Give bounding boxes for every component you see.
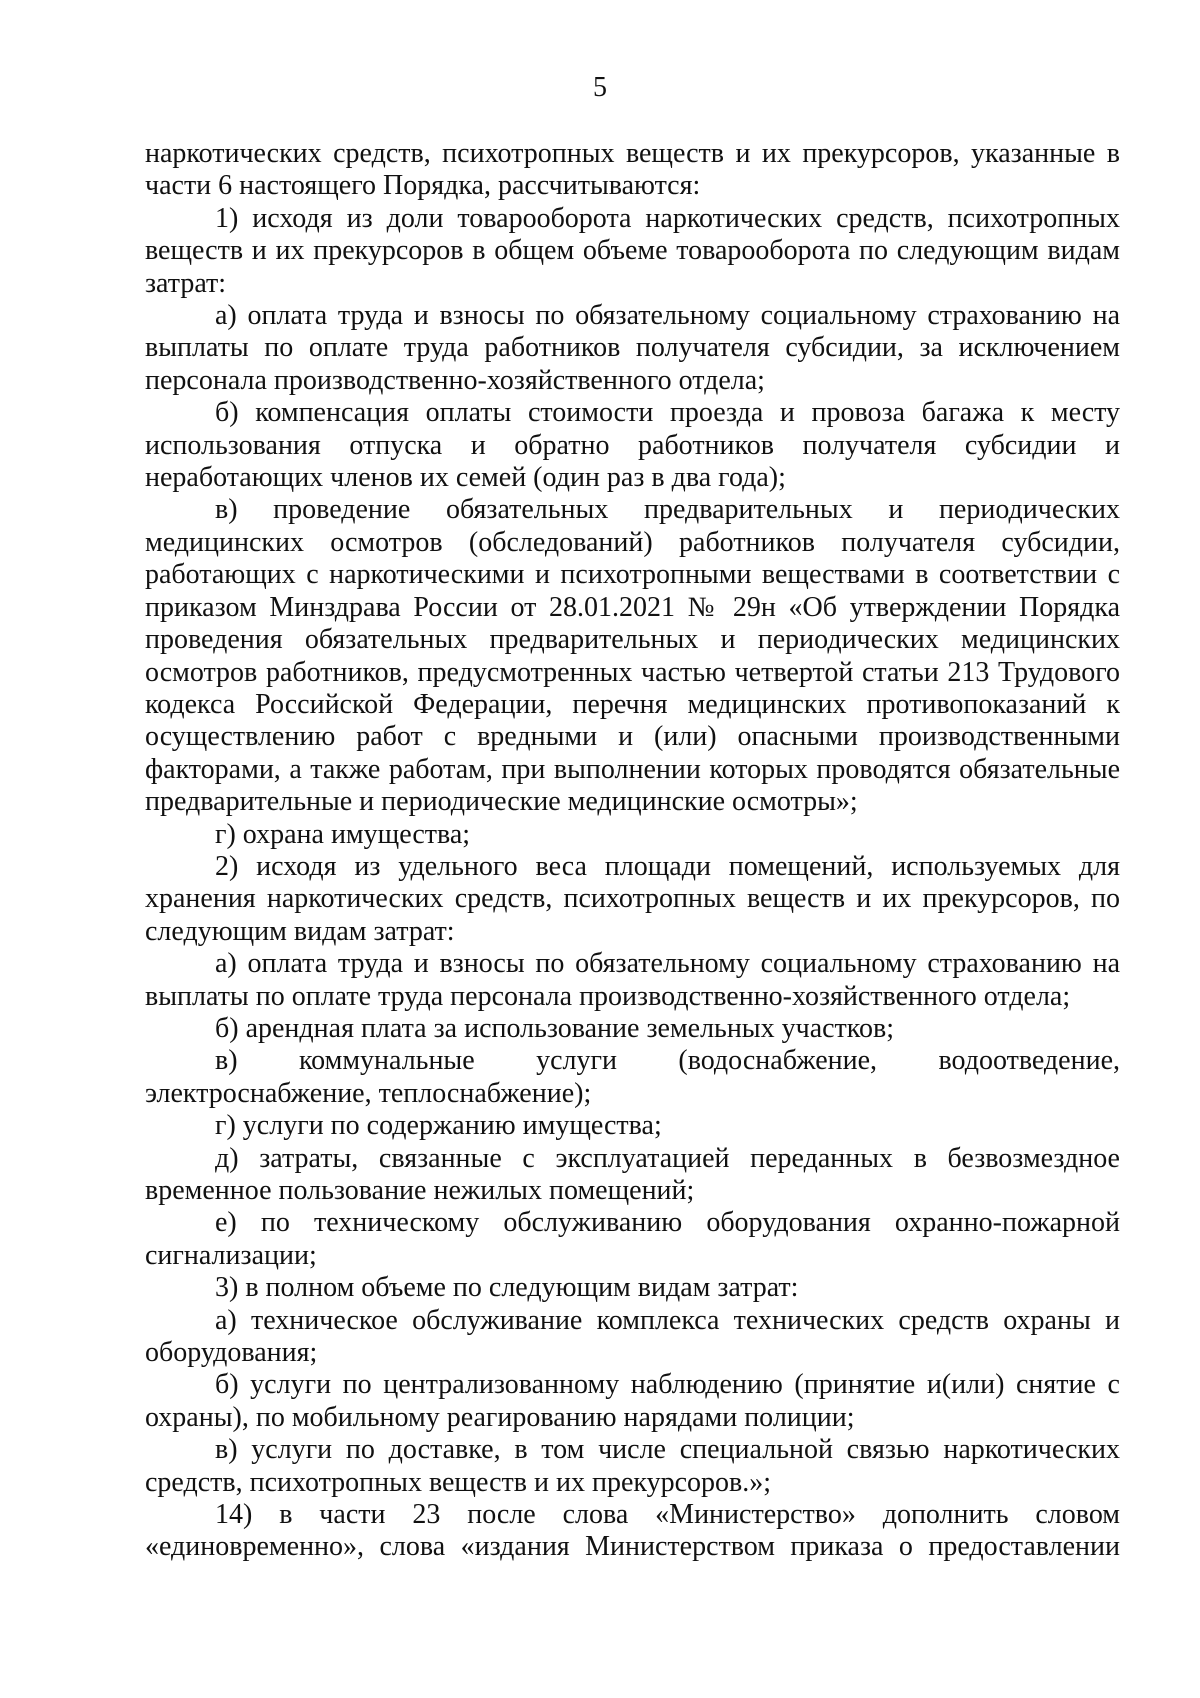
paragraph: в) коммунальные услуги (водоснабжение, водоотведение, электроснабжение, теплоснабжение); <box>145 1045 1120 1109</box>
paragraph: е) по техническому обслуживанию оборудования охранно-пожарной сигнализации; <box>145 1207 1120 1271</box>
paragraph: наркотических средств, психотропных веществ и их прекурсоров, указанные в части 6 настоящего Порядка, рассчитываются: <box>145 138 1120 202</box>
paragraph: б) услуги по централизованному наблюдению (принятие и(или) снятие с охраны), по мобильному реагированию нарядами полиции; <box>145 1369 1120 1433</box>
paragraph: в) услуги по доставке, в том числе специальной связью наркотических средств, психотропных веществ и их прекурсоров.»; <box>145 1434 1120 1498</box>
paragraph: г) охрана имущества; <box>215 818 471 850</box>
paragraph: в) проведение обязательных предварительных и периодических медицинских осмотров (обследований) работников получателя субсидии, работающих с наркотическими и психотропными веществами в соответствии с приказом Минздрава России от 28.01.2021 № 29н «Об утверждении Порядка проведения обязательных предварительных и периодических медицинских осмотров работников, предусмотренных частью четвертой статьи 213 Трудового кодекса Российской Федерации, перечня медицинских противопоказаний к осуществлению работ с вредными и (или) опасными производственными факторами, а также работам, при выполнении которых проводятся обязательные предварительные и периодические медицинские осмотры»; <box>145 494 1120 818</box>
paragraph: 1) исходя из доли товарооборота наркотических средств, психотропных веществ и их прекурсоров в общем объеме товарооборота по следующим видам затрат: <box>145 202 1120 299</box>
paragraph: д) затраты, связанные с эксплуатацией переданных в безвозмездное временное пользование нежилых помещений; <box>145 1142 1120 1206</box>
page-number: 5 <box>593 72 607 103</box>
paragraph: а) техническое обслуживание комплекса технических средств охраны и оборудования; <box>145 1304 1120 1369</box>
document-body <box>145 138 1120 1564</box>
paragraph: 3) в полном объеме по следующим видам затрат: <box>215 1272 799 1304</box>
paragraph: г) услуги по содержанию имущества; <box>215 1110 662 1142</box>
paragraph: 2) исходя из удельного веса площади помещений, используемых для хранения наркотических средств, психотропных веществ и их прекурсоров, по следующим видам затрат: <box>145 850 1120 947</box>
paragraph: б) компенсация оплаты стоимости проезда и провоза багажа к месту использования отпуска и обратно работников получателя субсидии и неработающих членов их семей (один раз в два года); <box>145 397 1120 494</box>
paragraph: б) арендная плата за использование земельных участков; <box>215 1012 894 1044</box>
paragraph: а) оплата труда и взносы по обязательному социальному страхованию на выплаты по оплате труда работников получателя субсидии, за исключением персонала производственно-хозяйственного отдела; <box>145 300 1120 396</box>
paragraph: 14) в части 23 после слова «Министерство» дополнить словом «единовременно», слова «издания Министерством приказа о предоставлении <box>145 1499 1120 1563</box>
paragraph: а) оплата труда и взносы по обязательному социальному страхованию на выплаты по оплате труда персонала производственно-хозяйственного отдела; <box>145 948 1120 1012</box>
